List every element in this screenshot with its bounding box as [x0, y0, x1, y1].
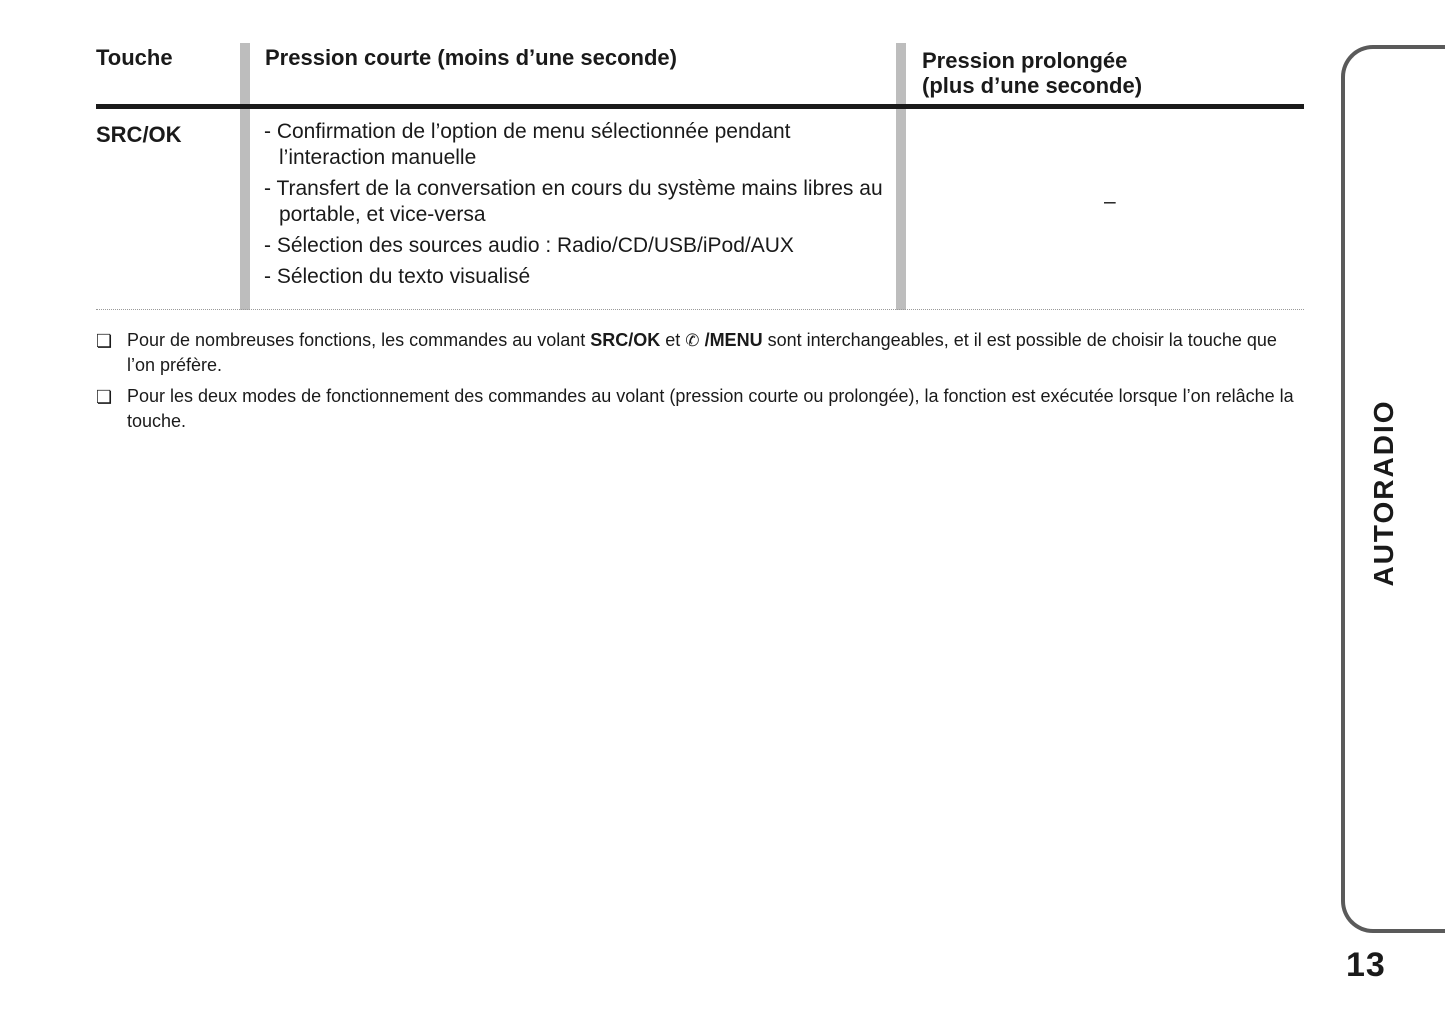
checkbox-bullet-icon: ❏ — [96, 331, 113, 351]
list-item: - Transfert de la conversation en cours du système mains libres au portable, et vice-versa — [264, 177, 883, 226]
note-1-key-src-ok: SRC/OK — [590, 330, 661, 350]
note-1-text-mid: et — [660, 330, 686, 350]
header-short-press: Pression courte (moins d’une seconde) — [265, 45, 677, 70]
header-long-press-line2: (plus d’une seconde) — [922, 73, 1143, 98]
header-long-press-line1: Pression prolongée — [922, 48, 1128, 73]
note-1-text-post: sont interchangeables, et il est possible de choisir la touche que l’on préfère. — [127, 330, 1277, 375]
list-item: - Confirmation de l’option de menu sélectionnée pendant l’interaction manuelle — [264, 120, 791, 169]
note-1-key-menu: /MENU — [704, 330, 763, 350]
list-item: - Sélection des sources audio : Radio/CD/USB/iPod/AUX — [264, 234, 794, 257]
list-item: - Sélection du texto visualisé — [264, 265, 531, 288]
row-key: SRC/OK — [96, 122, 182, 147]
note-2-text: Pour les deux modes de fonctionnement des commandes au volant (pression courte ou prolongée), la fonction est exécutée lorsque l’on relâche la touche. — [127, 386, 1294, 431]
column-separator-1 — [240, 43, 250, 310]
table-bottom-rule — [96, 309, 1304, 310]
column-separator-2 — [896, 43, 906, 310]
side-tab-label: AUTORADIO — [1368, 399, 1399, 587]
header-long-press — [922, 48, 1142, 98]
short-press-list — [264, 119, 894, 295]
note-2 — [96, 384, 1304, 434]
notes — [96, 328, 1304, 440]
note-1 — [96, 328, 1304, 378]
phone-icon: ✆ — [685, 331, 700, 350]
checkbox-bullet-icon: ❏ — [96, 387, 113, 407]
header-rule — [96, 104, 1304, 109]
page-number: 13 — [1346, 946, 1386, 984]
note-1-text-pre: Pour de nombreuses fonctions, les commandes au volant — [127, 330, 591, 350]
long-press-value: – — [1104, 190, 1116, 213]
header-key: Touche — [96, 45, 173, 70]
